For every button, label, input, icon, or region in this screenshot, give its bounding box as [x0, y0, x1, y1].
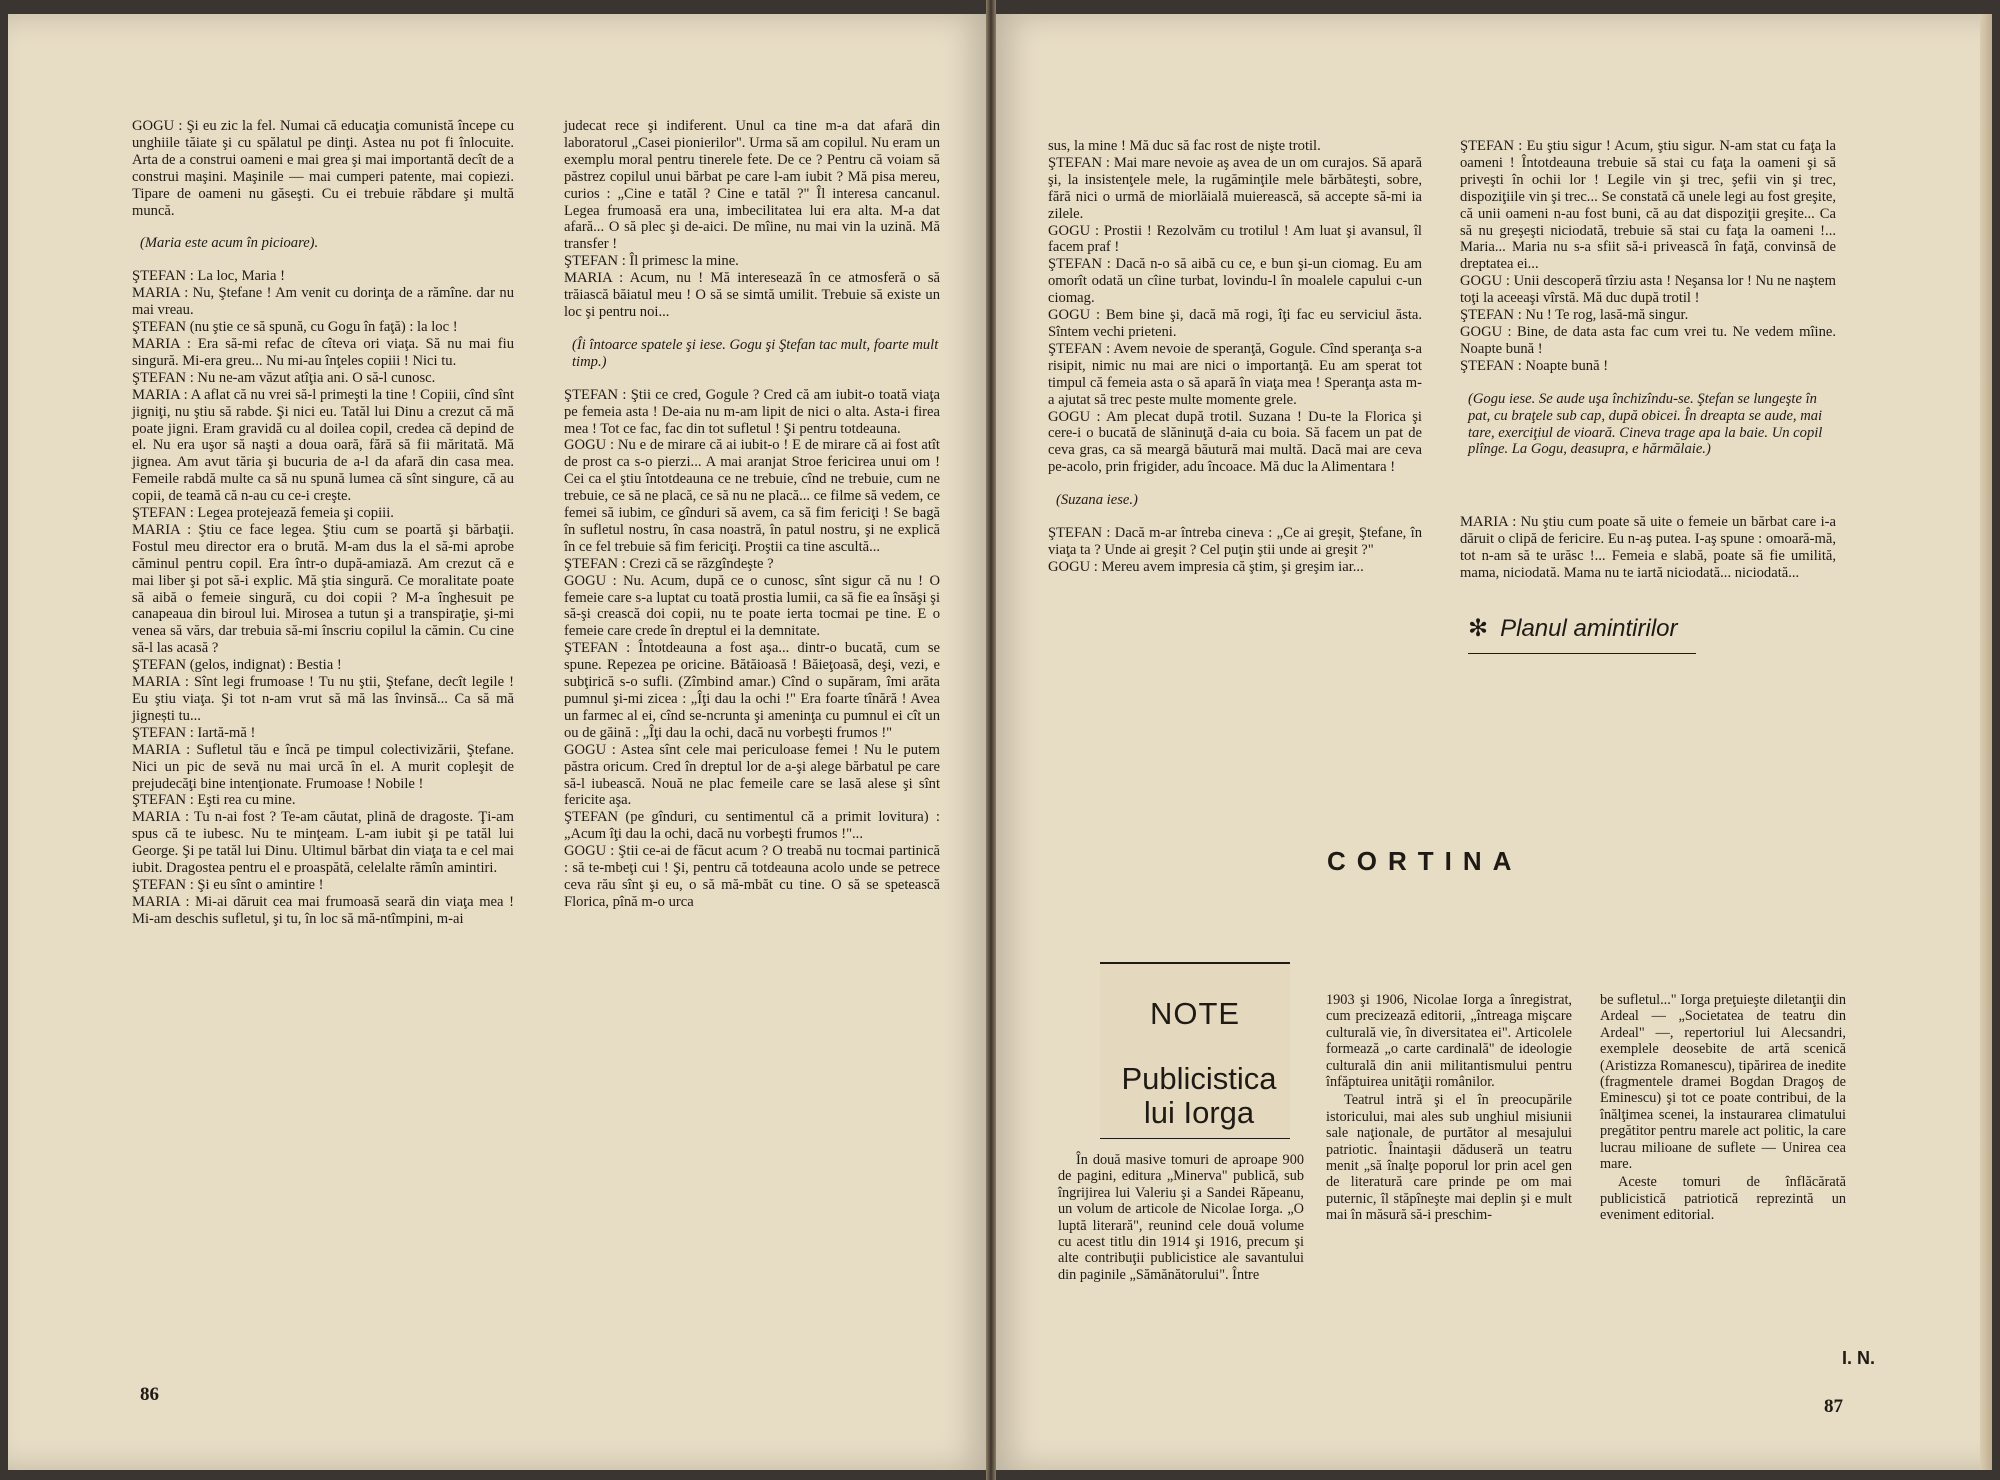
- dialogue-line: MARIA : Tu n-ai fost ? Te-am căutat, plină de dragoste. Ţi-am spus că te iubesc. Nu te minţeam. L-am iubit şi pe tatăl lui George. Şi pe tatăl lui Dinu. Ultimul bărbat din viaţa ta e cel mai iubit. Dragostea pentru el e proaspătă, celelalte rămîn amintiri.: [132, 809, 514, 877]
- notes-paragraph-2: 1903 şi 1906, Nicolae Iorga a înregistrat, cum precizează editorii, „întreaga mişcare culturală vie, în diversitatea ei". Articolele formează „o carte cardinală" de ideologie culturală din anii militantismului pentru înfăptuirea unităţii românilor.: [1326, 992, 1572, 1091]
- dialogue-line: ŞTEFAN : Avem nevoie de speranţă, Gogule. Cînd speranţa s-a risipit, nimic nu mai are nici o importanţă. Eu am sperat tot timpul că femeia asta o să apară în viaţa mea ! Speranţa asta m-a ajutat să trec peste multe momente grele.: [1048, 340, 1422, 408]
- stage-direction: (Gogu iese. Se aude uşa închizîndu-se. Ştefan se lungeşte în pat, cu braţele sub cap, după obicei. În dreapta se aude, mai tare, exerciţiul de vioară. Cineva trage apa la baie. Un copil plînge. La Gogu, deasupra, e hărmălaie.): [1468, 390, 1823, 458]
- asterisk-icon: ✻: [1468, 615, 1489, 642]
- dialogue-line: GOGU : Ştii ce-ai de făcut acum ? O treabă nu tocmai partinică : să te-mbeţi cui ! Şi, pentru că totdeauna acolo unde se petrece ceva rău sînt şi eu, o să mă-mbăt cu tine. O să se spetească Florica, pînă m-o urca: [564, 843, 940, 910]
- dialogue-line: ŞTEFAN : Nu ne-am văzut atîţia ani. O să-l cunosc.: [132, 369, 436, 386]
- dialogue-line: ŞTEFAN : Eşti rea cu mine.: [132, 792, 296, 809]
- dialogue-line: GOGU : Unii descoperă tîrziu asta ! Neşansa lor ! Nu ne naştem toţi la aceeaşi vîrstă. Mă duc după trotil !: [1460, 273, 1836, 307]
- notes-column-3: [1600, 992, 1846, 1224]
- dialogue-line: sus, la mine ! Mă duc să fac rost de nişte trotil.: [1048, 138, 1321, 154]
- dialogue-line: GOGU : Nu. Acum, după ce o cunosc, sînt sigur că nu ! O femeie care s-a luptat cu toată prostia lumii, ca să fie ea însăşi şi să-şi crească doi copii, nu te poate ierta tocmai pe tine. E o femeie care crede în dreptul ei la demnitate.: [564, 572, 940, 640]
- play-text-column-4: [1460, 138, 1836, 582]
- dialogue-line: GOGU : Prostii ! Rezolvăm cu trotilul ! Am luat şi avansul, îl facem praf !: [1048, 222, 1422, 256]
- notes-paragraph-5: Aceste tomuri de înflăcărată publicistică patriotică reprezintă un eveniment editorial.: [1600, 1174, 1846, 1224]
- dialogue-line: ŞTEFAN : Dacă n-o să aibă cu ce, e bun şi-un ciomag. Eu am omorît odată un cîine turbat, lovindu-l în moalele capului c-un ciomag.: [1048, 256, 1422, 307]
- dialogue-line: ŞTEFAN (gelos, indignat) : Bestia !: [132, 657, 342, 674]
- dialogue-line: GOGU : Astea sînt cele mai periculoase femei ! Nu le putem păstra oricum. Cred în dreptul lor de a-şi alege bărbatul pe care să-l iubească. Nouă ne plac femeile care se lasă alese şi sînt fericite aşa.: [564, 741, 940, 809]
- dialogue-line: ŞTEFAN : Noapte bună !: [1460, 357, 1609, 374]
- play-text-column-3: [1048, 138, 1422, 576]
- section-title-underline: [1468, 653, 1696, 654]
- dialogue-line: MARIA : Nu ştiu cum poate să uite o femeie un bărbat care i-a dăruit o clipă de fericire. Eu n-aş putea. I-aş spune : omoară-mă, tot n-am să te urăsc !... Femeia e slabă, poate să fie umilită, mama, niciodată. Mama nu te iartă niciodată... niciodată...: [1460, 514, 1836, 582]
- article-signature: I. N.: [1842, 1348, 1876, 1368]
- dialogue-line: MARIA : Mi-ai dăruit cea mai frumoasă seară din viaţa mea ! Mi-am deschis sufletul, şi tu, în loc să mă-ntîmpini, m-ai: [132, 893, 514, 927]
- dialogue-line: GOGU : Bem bine şi, dacă mă rogi, îţi fac eu serviciul ăsta. Sîntem vechi prieteni.: [1048, 307, 1422, 340]
- dialogue-line: ŞTEFAN : Ştii ce cred, Gogule ? Cred că am iubit-o toată viaţa pe femeia asta ! De-aia nu m-am lipit de nici o alta. Asta-i firea mea ! Tot ce fac, fac din tot sufletul ! Şi pentru totdeauna.: [564, 386, 940, 437]
- dialogue-line: ŞTEFAN : Legea protejează femeia şi copiii.: [132, 505, 394, 522]
- page-number-right: 87: [1824, 1396, 1843, 1417]
- dialogue-line: MARIA : Sufletul tău e încă pe timpul colectivizării, Ştefane. Nici un pic de sevă nu mai urcă în el. A murit copleşit de prejudecăţi bine intenţionate. Frumoase ! Nobile !: [132, 741, 514, 792]
- notes-paragraph-3: Teatrul intră şi el în preocupările istoricului, mai ales sub unghiul misiunii sale naţionale, de purtător al mesajului patriotic. Înaintaşii dăduseră un teatru menit „să înalţe poporul lor prin acel gen de literatură care prinde pe om mai puternic, îl stăpîneşte mai deplin şi e mult mai în măsură să-i preschim-: [1326, 1092, 1572, 1224]
- dialogue-line: GOGU : Şi eu zic la fel. Numai că educaţia comunistă începe cu unghiile tăiate şi cu spălatul pe dinţi. Astea nu pot fi înlocuite. Arta de a construi oameni e mai grea şi mai importantă decît de a construi maşini. Maşinile — mai cumperi patente, mai copiezi. Tipare de oameni nu găseşti. Cu ei trebuie răbdare şi multă muncă.: [132, 118, 514, 219]
- dialogue-line: ŞTEFAN (pe gînduri, cu sentimentul că a primit lovitura) : „Acum îţi dau la ochi, dacă nu vorbeşti frumos !"...: [564, 809, 940, 843]
- stage-direction: (Îi întoarce spatele şi iese. Gogu şi Ştefan tac mult, foarte mult timp.): [572, 336, 939, 370]
- dialogue-line: ŞTEFAN : Dacă m-ar întreba cineva : „Ce ai greşit, Ştefane, în viaţa ta ? Unde ai greşit ? Cel puţin ştii unde ai greşit ?": [1048, 525, 1422, 558]
- right-page: [992, 14, 1992, 1470]
- stage-direction: (Maria este acum în picioare).: [140, 235, 319, 252]
- dialogue-line: ŞTEFAN : Şi eu sînt o amintire !: [132, 876, 324, 893]
- dialogue-line: MARIA : Nu, Ştefane ! Am venit cu dorinţa de a rămîne. dar nu mai vreau.: [132, 285, 514, 319]
- stage-direction: (Suzana iese.): [1056, 492, 1138, 509]
- notes-column-2: [1326, 992, 1572, 1224]
- notes-paragraph-1: În două masive tomuri de aproape 900 de pagini, editura „Minerva" publică, sub îngrijirea lui Valeriu şi a Sandei Răpeanu, un volum de articole de Nicolae Iorga. „O luptă literară", reunind cele două volume cu acest titlu din 1914 şi 1916, precum şi alte contribuţii publicistice ale savantului din paginile „Sămănătorului". Între: [1058, 1152, 1304, 1283]
- cortina-heading: CORTINA: [1327, 846, 1523, 876]
- play-text-column-2: [564, 118, 940, 911]
- dialogue-line: GOGU : Mereu avem impresia că ştim, şi greşim iar...: [1048, 558, 1364, 575]
- section-title-text: Planul amintirilor: [1500, 615, 1678, 642]
- dialogue-line: GOGU : Am plecat după trotil. Suzana ! Du-te la Florica şi cere-i o bucată de slăninuţă d-aia cu boia. Să facem un pat de ceva gras, ca să meargă băutură mai multă. Dacă mai are ceva pe-acolo, prin frigider, adu încoace. Mă duc la Alimentara !: [1048, 408, 1422, 476]
- dialogue-line: ŞTEFAN : Mai mare nevoie aş avea de un om curajos. Să apară şi, la insistenţele mele, la rugăminţile mele bărbăteşti, sobre, fără nici o urmă de miorlăială muierească, să accepte să-mi ia zilele.: [1048, 154, 1422, 222]
- notes-label: NOTE: [1149, 996, 1241, 1031]
- dialogue-line: judecat rece şi indiferent. Unul ca tine m-a dat afară din laboratorul „Casei pionierilor". Urma să am copilul. Nu eram un exemplu moral pentru tinerele fete. De ce ? Pentru că voiam să păstrez copilul unui bărbat pe care l-am iubit ? Mă pisa mereu, curios : „Cine e tatăl ? Cine e tatăl ?" Îl interesa cancanul. Legea frumoasă era una, imbecilitatea lui era alta. M-a dat afară... O să plec şi de-aici. De mîine, nu mai vin la uzină. Mă transfer !: [564, 118, 940, 253]
- dialogue-line: MARIA : Sînt legi frumoase ! Tu nu ştii, Ştefane, decît legile ! Eu ştiu viaţa. Şi tot n-am vrut să mă las învinsă... Ca să mă jignești tu...: [132, 674, 514, 724]
- dialogue-line: GOGU : Bine, de data asta fac cum vrei tu. Ne vedem mîine. Noapte bună !: [1460, 323, 1836, 357]
- note-article-title: Publicistica lui Iorga: [1121, 1061, 1277, 1130]
- dialogue-line: ŞTEFAN (nu ştie ce să spună, cu Gogu în faţă) : la loc !: [132, 319, 458, 336]
- notes-paragraph-4: be sufletul..." Iorga preţuieşte diletanţii din Ardeal — „Societatea de teatru din Ardeal" —, repertoriul lui Alecsandri, exemplele deosebite de artă scenică (Aristizza Romanescu), tipărirea de inedite (fragmentele dramei Bogdan Dragoş de Eminescu) şi tot ce poate contribui, de la înălţimea scenei, la instaurarea climatului pregătitor pentru marele act politic, la care lucrau milioane de suflete — Unirea cea mare.: [1600, 992, 1846, 1173]
- play-text-column-1: [132, 118, 514, 928]
- dialogue-line: ŞTEFAN : Crezi că se răzgîndeşte ?: [564, 555, 774, 572]
- dialogue-line: MARIA : Acum, nu ! Mă interesează în ce atmosferă o să trăiască băiatul meu ! O să se simtă umilit. Trebuie să existe un loc şi pentru noi...: [564, 270, 940, 320]
- dialogue-line: ŞTEFAN : La loc, Maria !: [132, 268, 285, 285]
- dialogue-line: MARIA : Era să-mi refac de cîteva ori viaţa. Să nu mai fiu singură. Mi-era greu... Nu mi-au înţeles copiii ! Nici tu.: [132, 335, 514, 369]
- dialogue-line: ŞTEFAN : Îl primesc la mine.: [564, 253, 739, 270]
- page-number-left: 86: [140, 1384, 159, 1405]
- book-gutter: [986, 0, 996, 1480]
- section-title: [1468, 614, 1678, 643]
- dialogue-line: ŞTEFAN : Eu ştiu sigur ! Acum, ştiu sigur. N-am stat cu faţa la oameni ! Întotdeauna trebuie să stai cu faţa la oameni şi să priveşti în ochii lor ! Legile vin şi trec, şefii vin şi trec, dispoziţiile vin şi trec... Se constată că unele legi au fost greşite, că unii oameni n-au fost buni, că au dat dispoziţii greşite... Ca să nu greşeşti niciodată, trebuie să stai cu faţa la oameni !... Maria... Maria nu s-a sfiit să-i privească în faţă, convinsă de dreptatea ei...: [1460, 138, 1836, 273]
- left-page: [8, 14, 990, 1470]
- dialogue-line: ŞTEFAN : Întotdeauna a fost aşa... dintr-o bucată, cum se spune. Repezea pe oricine. Bătăioasă ! Băieţoasă, deşi, vezi, e subţirică s-o sufli. (Zîmbind amar.) Cînd o supăram, îmi arăta pumnul şi-mi zicea : „Îţi dau la ochi !" Era foarte tînără ! Avea un farmec al ei, cînd se-ncrunta şi ameninţa cu pumnul ei cît un ou de găină : „Îţi dau la ochi, dacă nu vorbeşti frumos !": [564, 640, 940, 741]
- page-edge: [1980, 14, 1992, 1470]
- dialogue-line: GOGU : Nu e de mirare că ai iubit-o ! E de mirare că ai fost atît de prost ca s-o pierzi... A mai aranjat Stroe fericirea unui om ! Cei ca el ştiu întotdeauna ce ne trebuie, cînd ne trebuie, cum ne trebuie, ce să ne placă, ce să nu ne placă... ce filme să vedem, ce femei să iubim, ce gînduri să avem, ca să fim fericiţi ! Se bagă în sufletul nostru, în casa noastră, în patul nostru, şi ne explică în ce fel trebuie să fim fericiţi. Proştii ca tine ascultă...: [564, 437, 940, 555]
- dialogue-line: MARIA : Ştiu ce face legea. Ştiu cum se poartă şi bărbaţii. Fostul meu director era o brută. M-am dus la el să-mi aprobe căminul pentru copil. Era într-o după-amiază. Am crezut că e mai liber şi pot să-i explic. Mă ştia singură. Ce moralitate poate să aibă o femeie singură, cu doi copii ? M-a înghesuit pe canapeaua din biroul lui. Mirosea a tutun şi a transpiraţie, şi-mi venea să vărs, dar trebuia să-mi înscriu copilul la cămin. Cu cine să-l las acasă ?: [132, 521, 514, 657]
- dialogue-line: MARIA : A aflat că nu vrei să-l primeşti la tine ! Copiii, cînd sînt jigniţi, nu ştiu să rabde. Şi nici eu. Tatăl lui Dinu a crezut că mă poate jigni. Eram gravidă cu al doilea copil, credea că depind de el. Nu era uşor să naşti a doua oară, fără să fii măritată. Mă jignea. Am avut tăria şi bucuria de a-l da afară din casa mea. Femeile rabdă multe ca să nu spună lumea că sînt singure, că au copii, de teamă că n-au cu ce-i creşte.: [132, 386, 514, 505]
- dialogue-line: ŞTEFAN : Iartă-mă !: [132, 724, 256, 741]
- notes-column-1: [1058, 1152, 1304, 1283]
- dialogue-line: ŞTEFAN : Nu ! Te rog, lasă-mă singur.: [1460, 307, 1689, 324]
